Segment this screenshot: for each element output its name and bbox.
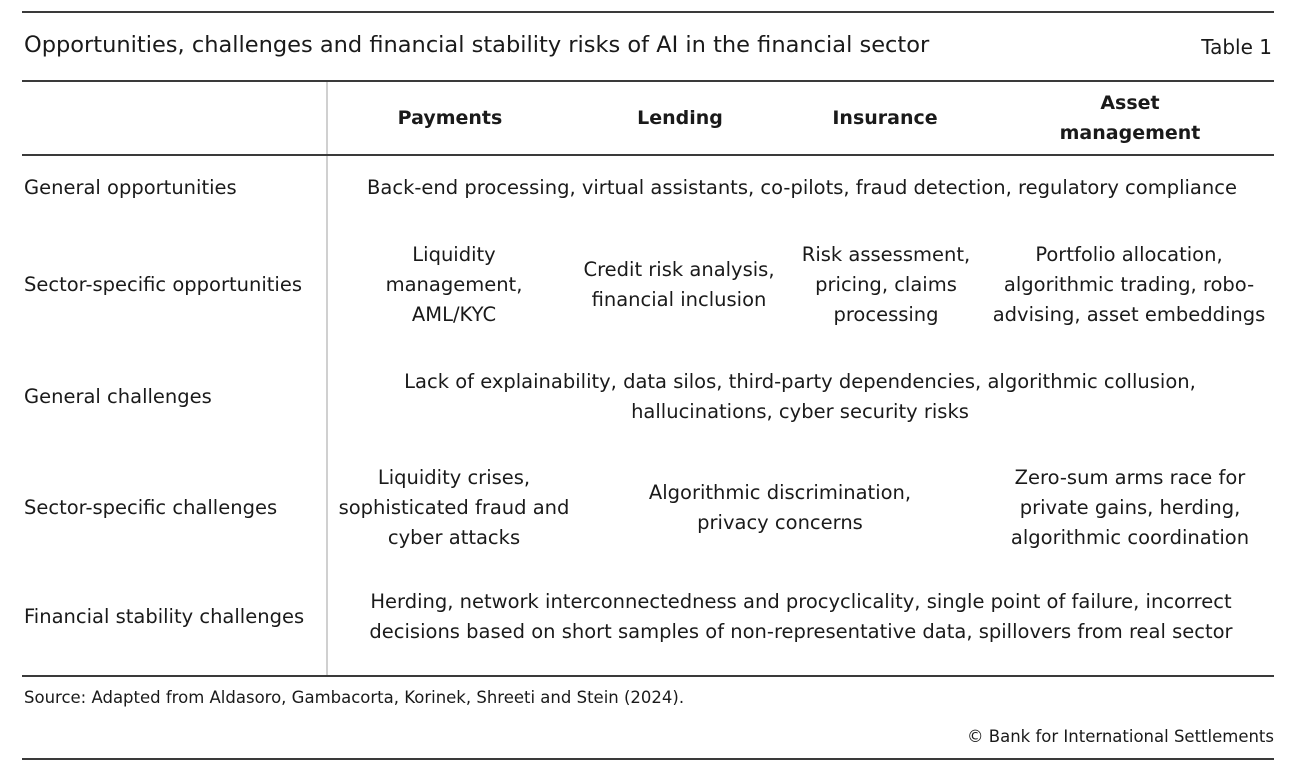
copyright-note: © Bank for International Settlements <box>967 727 1274 746</box>
cell-sso-lending: Credit risk analysis, financial inclusion <box>583 258 775 311</box>
cell-sso-payments: Liquidity management, AML/KYC <box>385 243 523 326</box>
row-label-general-opportunities: General opportunities <box>24 176 237 199</box>
header-rule <box>22 154 1274 156</box>
column-header-asset-management: Asset management <box>1059 92 1201 144</box>
table-bottom-rule <box>22 675 1274 677</box>
cell-ssc-lending-insurance: Algorithmic discrimination, privacy concerns <box>648 481 912 534</box>
column-header-lending: Lending <box>637 107 723 129</box>
top-rule <box>22 11 1274 13</box>
table-title: Opportunities, challenges and financial stability risks of AI in the financial sector <box>24 32 930 58</box>
cell-financial-stability-challenges: Herding, network interconnectedness and procyclicality, single point of failure, incorrect decisions based on short samples of non-representative data, spillovers from real sector <box>369 590 1233 643</box>
column-header-insurance: Insurance <box>832 107 938 129</box>
column-header-payments: Payments <box>397 107 503 129</box>
cell-sso-insurance: Risk assessment, pricing, claims processing <box>801 243 971 326</box>
source-note: Source: Adapted from Aldasoro, Gambacorta, Korinek, Shreeti and Stein (2024). <box>24 688 685 707</box>
row-label-general-challenges: General challenges <box>24 385 212 408</box>
table-number: Table 1 <box>1201 35 1272 59</box>
column-separator <box>326 82 328 675</box>
row-label-sector-specific-opportunities: Sector-specific opportunities <box>24 273 302 296</box>
cell-general-challenges: Lack of explainability, data silos, third-party dependencies, algorithmic collusion, hallucinations, cyber security risks <box>404 370 1196 423</box>
cell-ssc-asset-management: Zero-sum arms race for private gains, herding, algorithmic coordination <box>1010 466 1250 549</box>
row-label-financial-stability-challenges: Financial stability challenges <box>24 605 305 628</box>
cell-general-opportunities: Back-end processing, virtual assistants, co-pilots, fraud detection, regulatory compliance <box>367 176 1237 199</box>
row-label-sector-specific-challenges: Sector-specific challenges <box>24 496 278 519</box>
cell-ssc-payments: Liquidity crises, sophisticated fraud and cyber attacks <box>338 466 570 549</box>
bottom-rule <box>22 758 1274 760</box>
cell-sso-asset-management: Portfolio allocation, algorithmic trading, robo-advising, asset embeddings <box>992 243 1266 326</box>
